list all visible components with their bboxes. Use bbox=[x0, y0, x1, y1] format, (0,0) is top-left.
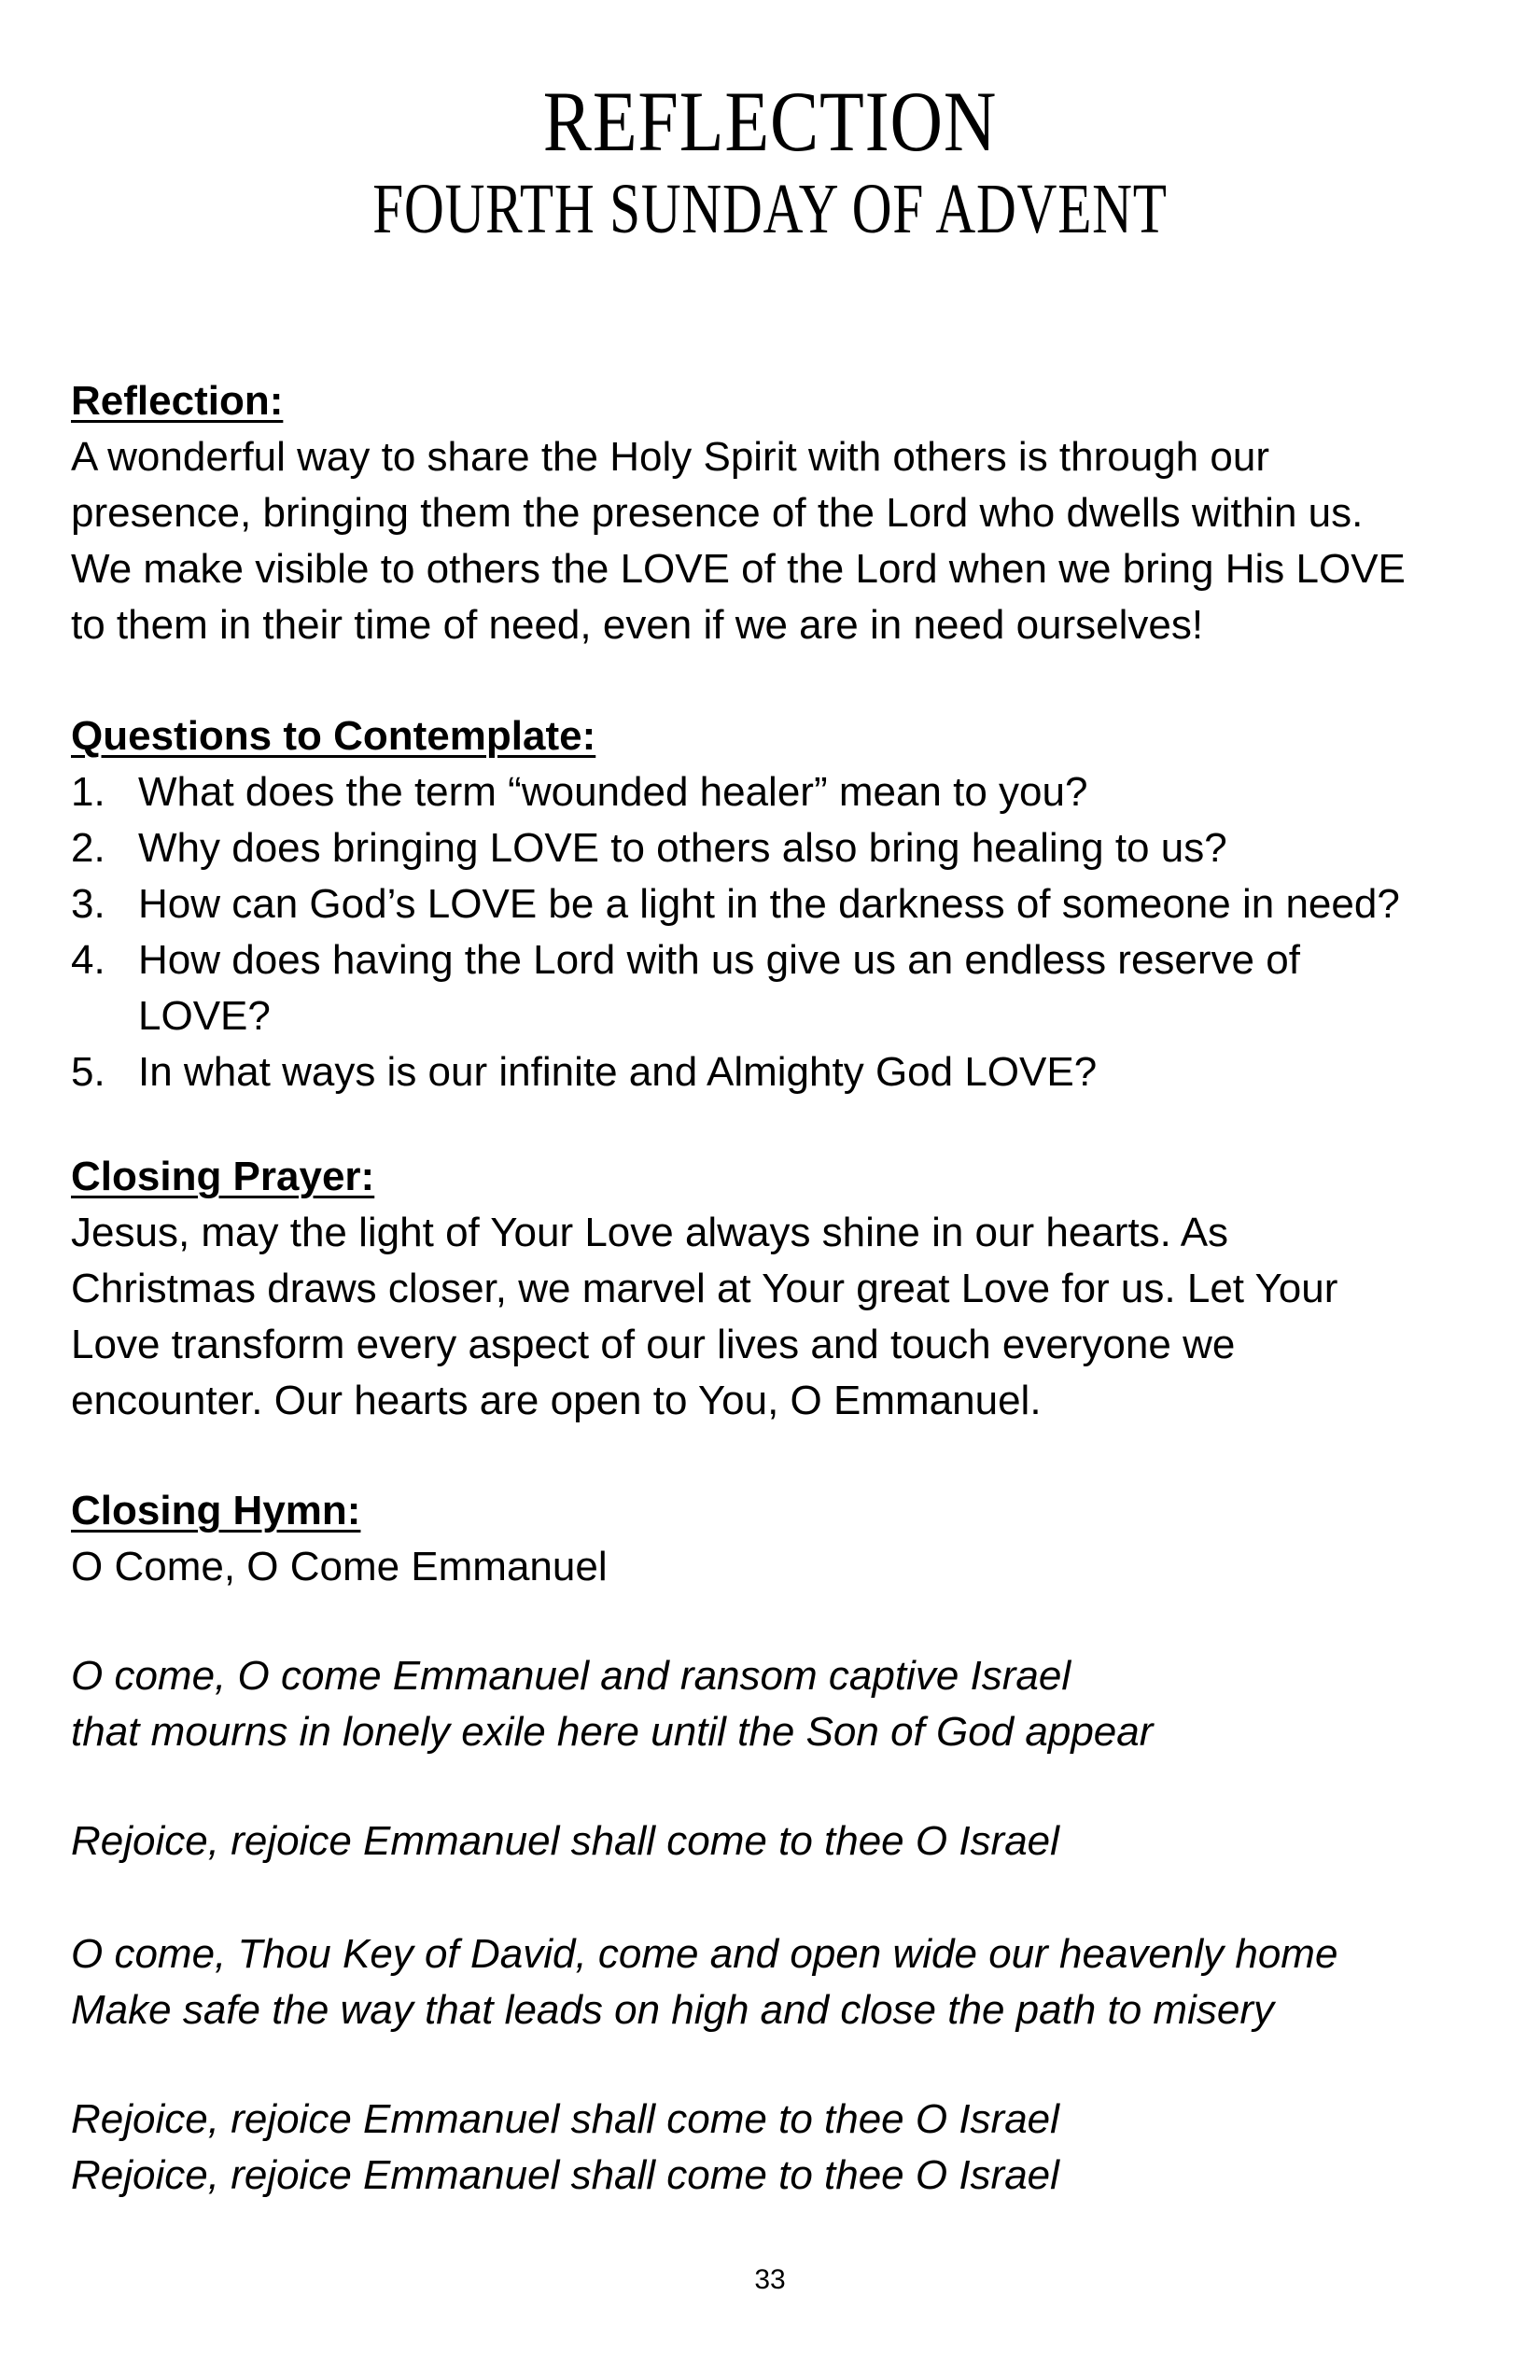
hymn-refrain-2 bbox=[71, 2092, 1490, 2204]
prayer-line: Christmas draws closer, we marvel at Your great Love for us. Let Your bbox=[71, 1266, 1338, 1311]
hymn-verse-1 bbox=[71, 1648, 1490, 1760]
refrain-line: Rejoice, rejoice Emmanuel shall come to thee O Israel bbox=[71, 2096, 1059, 2142]
hymn-heading: Closing Hymn: bbox=[71, 1488, 361, 1533]
hymn-verse-2 bbox=[71, 1926, 1490, 2038]
verse-line: O come, O come Emmanuel and ransom captive Israel bbox=[71, 1653, 1071, 1699]
question-text: Why does bringing LOVE to others also bring healing to us? bbox=[138, 825, 1227, 871]
question-item bbox=[71, 876, 1490, 932]
question-item bbox=[71, 764, 1490, 820]
question-text: What does the term “wounded healer” mean to you? bbox=[138, 769, 1088, 815]
prayer-line: Love transform every aspect of our lives and touch everyone we bbox=[71, 1322, 1236, 1367]
question-item bbox=[71, 1044, 1490, 1100]
question-text: LOVE? bbox=[138, 993, 271, 1039]
verse-line: Make safe the way that leads on high and close the path to misery bbox=[71, 1987, 1274, 2033]
refrain-line: Rejoice, rejoice Emmanuel shall come to thee O Israel bbox=[71, 2152, 1059, 2198]
hymn-refrain-1 bbox=[71, 1813, 1490, 1869]
questions-heading: Questions to Contemplate: bbox=[71, 713, 596, 759]
question-item bbox=[71, 932, 1490, 988]
prayer-heading: Closing Prayer: bbox=[71, 1154, 375, 1199]
question-number: 1. bbox=[71, 769, 105, 815]
reflection-line: A wonderful way to share the Holy Spirit with others is through our bbox=[71, 434, 1269, 480]
refrain-line: Rejoice, rejoice Emmanuel shall come to thee O Israel bbox=[71, 1818, 1059, 1864]
question-number: 4. bbox=[71, 937, 105, 983]
questions-section bbox=[71, 708, 1490, 1100]
prayer-line: encounter. Our hearts are open to You, O Emmanuel. bbox=[71, 1378, 1042, 1423]
reflection-line: We make visible to others the LOVE of the Lord when we bring His LOVE bbox=[71, 546, 1406, 592]
verse-line: that mourns in lonely exile here until the Son of God appear bbox=[71, 1709, 1154, 1755]
page-number: 33 bbox=[754, 2264, 786, 2295]
question-item bbox=[71, 820, 1490, 876]
prayer-line: Jesus, may the light of Your Love always shine in our hearts. As bbox=[71, 1210, 1229, 1255]
question-number: 2. bbox=[71, 825, 105, 871]
hymn-name: O Come, O Come Emmanuel bbox=[71, 1544, 608, 1589]
question-text: How does having the Lord with us give us an endless reserve of bbox=[138, 937, 1300, 983]
reflection-line: presence, bringing them the presence of the Lord who dwells within us. bbox=[71, 490, 1364, 536]
verse-line: O come, Thou Key of David, come and open wide our heavenly home bbox=[71, 1931, 1338, 1977]
question-number: 5. bbox=[71, 1049, 105, 1095]
question-item-continued bbox=[71, 988, 1490, 1044]
prayer-section bbox=[71, 1149, 1490, 1429]
page-title: REFLECTION bbox=[542, 74, 998, 169]
question-number: 3. bbox=[71, 881, 105, 927]
hymn-section bbox=[71, 1483, 1490, 1595]
page-subtitle: FOURTH SUNDAY OF ADVENT bbox=[372, 170, 1168, 248]
reflection-heading: Reflection: bbox=[71, 378, 284, 424]
reflection-line: to them in their time of need, even if we are in need ourselves! bbox=[71, 602, 1204, 648]
reflection-section bbox=[71, 373, 1490, 653]
question-text: In what ways is our infinite and Almighty God LOVE? bbox=[138, 1049, 1098, 1095]
question-text: How can God’s LOVE be a light in the darkness of someone in need? bbox=[138, 881, 1400, 927]
